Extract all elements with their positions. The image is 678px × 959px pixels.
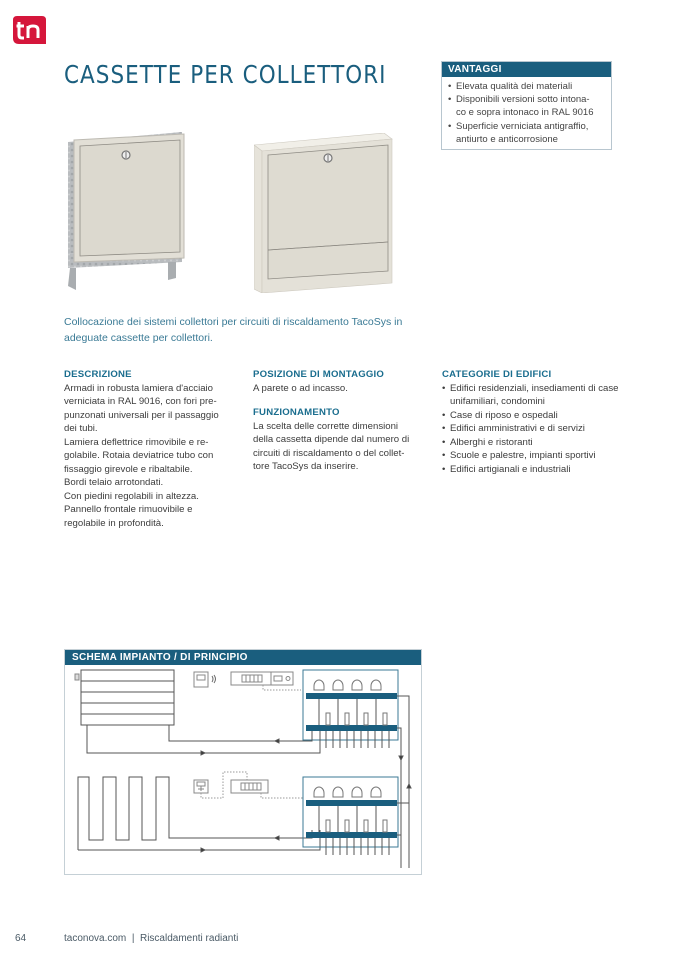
categories-heading: CATEGORIE DI EDIFICI [442, 369, 552, 380]
description-line: Pannello frontale rimuovibile e [64, 504, 193, 515]
manifold-icon [303, 670, 398, 748]
footer-text: taconova.com | Riscaldamenti radianti [64, 933, 239, 944]
taconova-logo [13, 16, 46, 44]
description-line: fissaggio girevole e ribaltabile. [64, 463, 193, 475]
function-line: della cassetta dipende dal numero di [253, 434, 410, 445]
advantage-item: • Disponibili versioni sotto intona- co e sopra intonaco in RAL 9016 [448, 93, 607, 119]
function-heading: FUNZIONAMENTO [253, 407, 340, 418]
category-item: • Edifici amministrativi e di servizi [442, 422, 622, 436]
advantage-item: • Superficie verniciata antigraffio, antiurto e anticorrosione [448, 120, 607, 146]
function-line: tore TacoSys da inserire. [253, 461, 359, 472]
schema-diagram [64, 649, 422, 875]
description-line: verniciata in RAL 9016, con fori pre- [64, 396, 217, 407]
radiator-icon [75, 670, 174, 725]
category-item: • Alberghi e ristoranti [442, 436, 622, 450]
description-line: Con piedini regolabili in altezza. [64, 490, 199, 502]
description-line: regolabile in profondità. [64, 517, 164, 529]
categories-section [442, 368, 622, 476]
category-item: • Edifici residenziali, insediamenti di case unifamiliari, condomini [442, 382, 622, 409]
advantages-title: VANTAGGI [442, 62, 611, 77]
page-title: CASSETTE PER COLLETTORI [64, 60, 387, 89]
description-line: Bordi telaio arrotondati. [64, 477, 164, 488]
mounting-heading: POSIZIONE DI MONTAGGIO [253, 369, 385, 380]
product-image-flush-cabinet [64, 130, 188, 290]
advantages-box [441, 61, 612, 150]
room-thermostat-wireless-icon [194, 672, 216, 687]
control-unit-icon [231, 672, 301, 690]
intro-text: Collocazione dei sistemi collettori per circuiti di riscaldamento TacoSys in adeguate cassette per collettori. [64, 316, 403, 344]
description-line: golabile. Rotaia deviatrice tubo con [64, 450, 214, 461]
description-section [64, 368, 244, 530]
manifold-icon [303, 777, 398, 855]
category-item: • Scuole e palestre, impianti sportivi [442, 449, 622, 463]
schema-title: SCHEMA IMPIANTO / DI PRINCIPIO [65, 650, 421, 665]
category-item: • Case di riposo e ospedali [442, 409, 622, 423]
description-line: punzonati universali per il passaggio [64, 409, 219, 421]
advantage-item: • Elevata qualità dei materiali [448, 80, 607, 93]
description-line: Armadi in robusta lamiera d'acciaio [64, 382, 214, 394]
mounting-text: A parete o ad incasso. [253, 382, 348, 394]
description-line: Lamiera deflettrice rimovibile e re- [64, 436, 209, 448]
thermostat-icon [194, 772, 303, 798]
page-number: 64 [15, 933, 27, 944]
function-line: circuiti di riscaldamento o del collet- [253, 447, 405, 459]
schema-drawing [65, 650, 423, 876]
mounting-function-section [253, 368, 433, 474]
product-image-wall-cabinet [254, 133, 394, 293]
description-line: dei tubi. [64, 423, 98, 434]
function-line: La scelta delle corrette dimensioni [253, 420, 399, 432]
category-item: • Edifici artigianali e industriali [442, 463, 622, 477]
description-heading: DESCRIZIONE [64, 369, 132, 380]
